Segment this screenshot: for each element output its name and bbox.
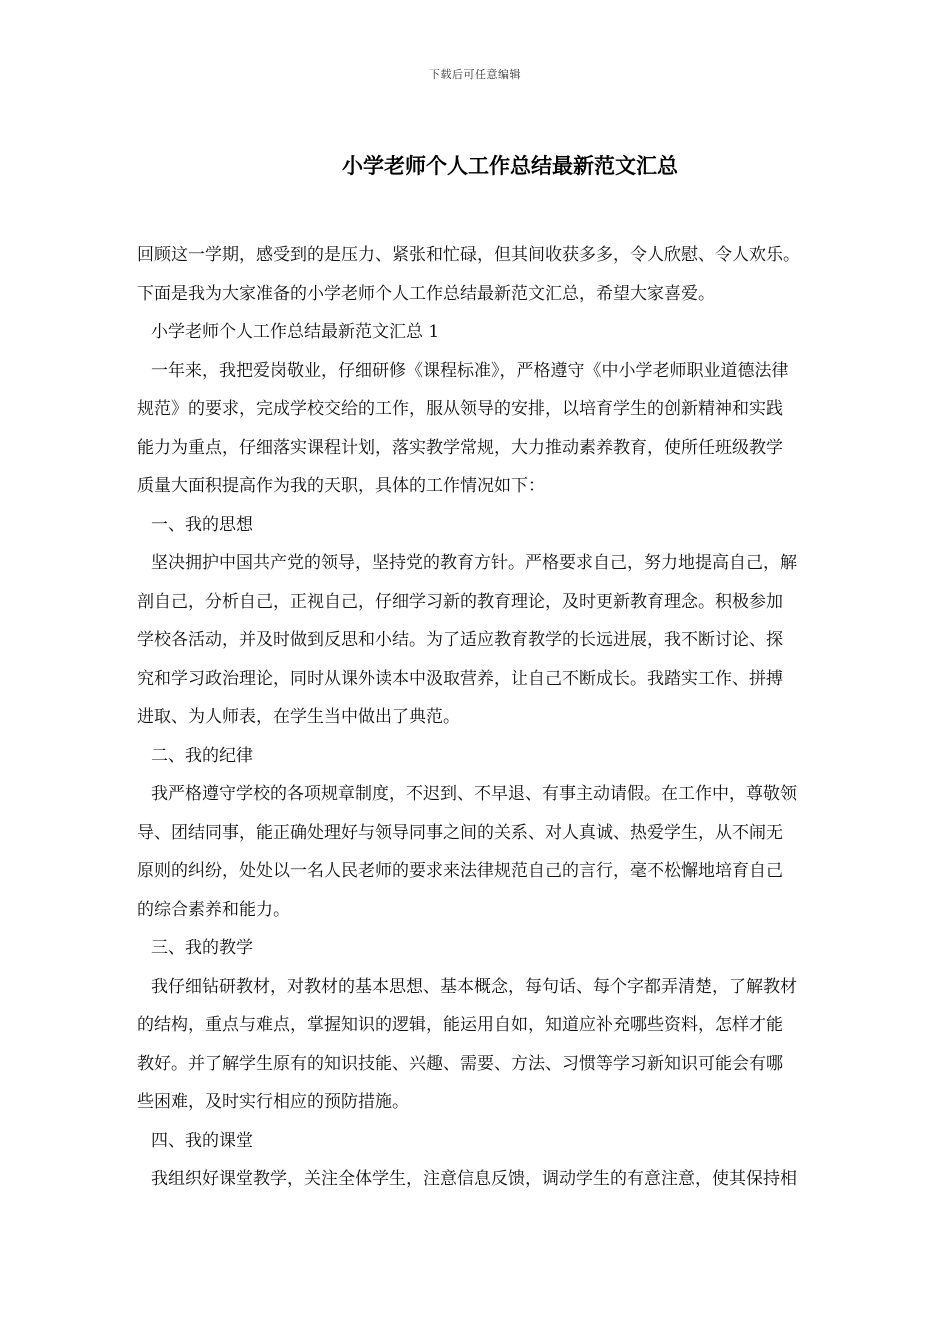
- text-line: 学校各活动，并及时做到反思和小结。为了适应教育教学的长远进展，我不断讨论、探: [137, 630, 783, 650]
- text-line: 规范》的要求，完成学校交给的工作，服从领导的安排，以培育学生的创新精神和实践: [137, 399, 783, 419]
- text-line: 导、团结同事，能正确处理好与领导同事之间的关系、对人真诚、热爱学生，从不闹无: [137, 822, 783, 843]
- text-line: 我组织好课堂教学，关注全体学生，注意信息反馈，调动学生的有意注意，使其保持相: [151, 1169, 797, 1189]
- text-line: 究和学习政治理论，同时从课外读本中汲取营养，让自己不断成长。我踏实工作、拼搏: [137, 668, 783, 689]
- text-line: 剖自己，分析自己，正视自己，仔细学习新的教育理论，及时更新教育理念。积极参加: [137, 591, 783, 612]
- text-line: 四、我的课堂: [151, 1130, 253, 1151]
- text-line: 三、我的教学: [151, 938, 253, 958]
- text-line: 质量大面积提高作为我的天职，具体的工作情况如下：: [137, 476, 545, 496]
- text-line: 原则的纠纷，处处以一名人民老师的要求来法律规范自己的言行，毫不松懈地培育自己: [137, 861, 783, 881]
- text-line: 的结构，重点与难点，掌握知识的逻辑，能运用自如，知道应补充哪些资料，怎样才能: [137, 1015, 783, 1035]
- page-header-note: 下载后可任意编辑: [429, 68, 521, 81]
- text-line: 坚决拥护中国共产党的领导，坚持党的教育方针。严格要求自己，努力地提高自己，解: [151, 553, 797, 573]
- text-line: 能力为重点，仔细落实课程计划，落实教学常规，大力推动素养教育，使所任班级教学: [137, 437, 783, 458]
- text-line: 一、我的思想: [151, 514, 253, 535]
- text-line: 我仔细钻研教材，对教材的基本思想、基本概念，每句话、每个字都弄清楚，了解教材: [151, 976, 797, 997]
- document-body: [137, 236, 897, 1199]
- text-line: 小学老师个人工作总结最新范文汇总 1: [151, 322, 440, 342]
- text-line: 一年来，我把爱岗敬业，仔细研修《课程标准》，严格遵守《中小学老师职业道德法律: [151, 360, 789, 381]
- text-line: 回顾这一学期，感受到的是压力、紧张和忙碌，但其间收获多多，令人欣慰、令人欢乐。: [137, 245, 800, 265]
- text-line: 教好。并了解学生原有的知识技能、兴趣、需要、方法、习惯等学习新知识可能会有哪: [137, 1053, 783, 1074]
- text-line: 二、我的纪律: [151, 745, 253, 766]
- document-title: 小学老师个人工作总结最新范文汇总: [342, 154, 678, 178]
- text-line: 我严格遵守学校的各项规章制度，不迟到、不早退、有事主动请假。在工作中，尊敬领: [151, 784, 797, 804]
- text-line: 些困难，及时实行相应的预防措施。: [137, 1092, 409, 1112]
- text-line: 下面是我为大家准备的小学老师个人工作总结最新范文汇总，希望大家喜爱。: [137, 283, 715, 304]
- text-line: 进取、为人师表，在学生当中做出了典范。: [137, 707, 460, 727]
- text-line: 的综合素养和能力。: [137, 899, 290, 920]
